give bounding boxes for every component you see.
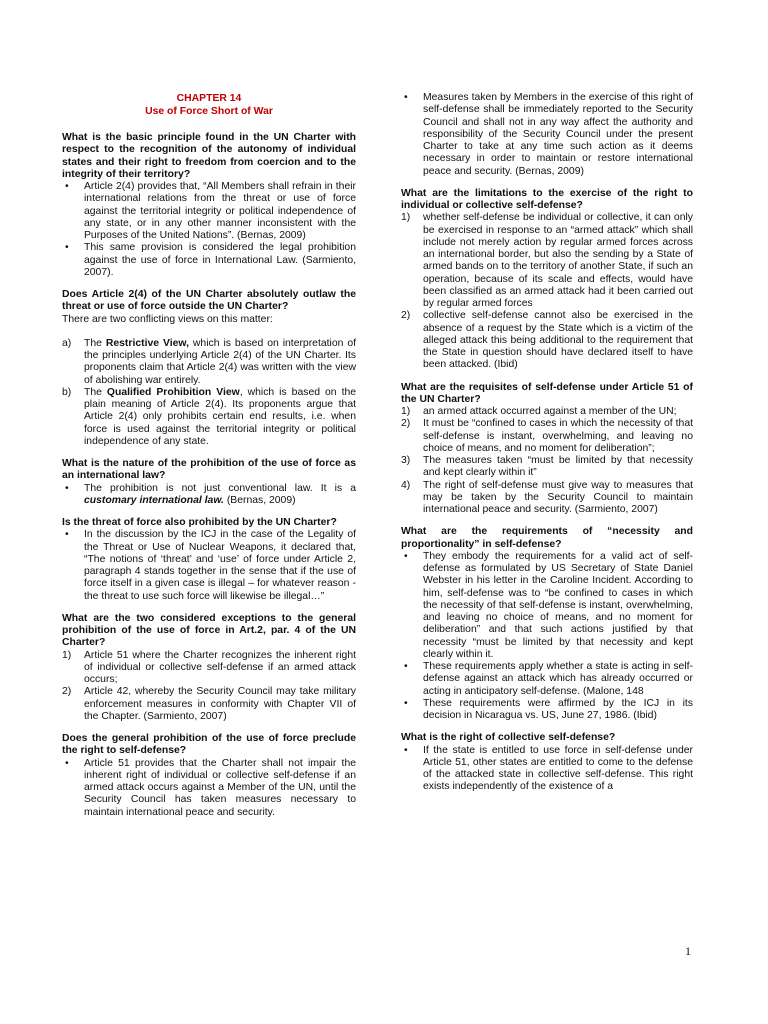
bullet-list: [62, 529, 356, 603]
list-item: [401, 551, 693, 661]
list-item: • The prohibition is not just conventional law. It is a customary international law. (Bernas, 2009): [65, 482, 356, 506]
list-item-text: These requirements were affirmed by the ICJ in its decision in Nicaragua vs. US, June 27, 1986. (Ibid): [423, 697, 693, 721]
numbered-list: [401, 212, 693, 371]
list-marker: a): [62, 337, 72, 349]
list-item-text: Article 51 provides that the Charter shall not impair the inherent right of individual or collective self-defense if an armed attack occurs against a Member of the UN, until the Security Council has taken measures necessary to maintain international peace and security.: [84, 757, 356, 818]
list-item: [401, 310, 693, 371]
list-item-text: Measures taken by Members in the exercise of this right of self-defense shall be immediately reported to the Security Council and shall not in any way affect the authority and responsibility of the Security Council under the present Charter to take at any time such action as it deems necessary in order to maintain or restore international peace and security. (Bernas, 2009): [423, 92, 693, 177]
numbered-list: [401, 406, 693, 516]
list-item-text: collective self-defense cannot also be exercised in the absence of a request by the State which is a victim of the alleged attack this being additional to the requirement that the State in question should have declared itself to have been attacked. (Ibid): [423, 310, 693, 371]
list-item: b) The Qualified Prohibition View, which is based on the plain meaning of Article 2(4). Its proponents argue that Article 2(4) only prohibits certain end results, i.e. when force is used against the territorial integrity or political independence of any state.: [62, 386, 357, 447]
numbered-list: [62, 650, 356, 724]
list-marker: 3): [401, 455, 411, 466]
list-item: [401, 745, 693, 794]
list-item-text: Article 2(4) provides that, “All Members shall refrain in their international relations from the threat or use of force against the territorial integrity or political independence of any state, or in any other manner inconsistent with the Purposes of the United Nations”. (Bernas, 2009): [84, 181, 356, 241]
list-marker: 2): [401, 418, 411, 430]
bullet-icon: •: [404, 661, 408, 672]
list-item-text: If the state is entitled to use force in self-defense under Article 51, other states are entitled to come to the defense of the attacked state in collective self-defense. This right exists independently of the existence of a: [423, 744, 693, 793]
list-item: [401, 480, 693, 517]
term-customary-international-law: customary international law.: [84, 494, 224, 506]
list-marker: 4): [401, 479, 411, 491]
list-item: a) The Restrictive View, which is based on interpretation of the principles underlying Article 2(4) of the UN Charter. Its proponents claim that Article 2(4) was written with the view of abolishing war entirely.: [62, 337, 356, 386]
list-marker: b): [62, 386, 72, 398]
list-item-text: Article 42, whereby the Security Council may take military enforcement measures in conformity with Chapter VII of the Chapter. (Sarmiento, 2007): [84, 686, 356, 722]
list-item: [62, 758, 356, 819]
list-item-text: an armed attack occurred against a member of the UN;: [423, 406, 677, 417]
list-item: [62, 650, 356, 687]
list-item-text: These requirements apply whether a state is acting in self-defense against an attack which has already occurred or acting in anticipatory self-defense. (Malone, 148: [423, 661, 693, 697]
chapter-title: Use of Force Short of War: [145, 106, 273, 117]
question-heading: Is the threat of force also prohibited by the UN Charter?: [62, 517, 337, 528]
list-item-text: It must be “confined to cases in which the necessity of that self-defense is instant, overwhelming, and leaving no choice of means, and no moment for deliberation”;: [423, 418, 693, 454]
bullet-icon: •: [404, 550, 408, 562]
list-item: [401, 698, 693, 723]
list-item-text: This same provision is considered the legal prohibition against the use of force in International Law. (Sarmiento, 2007).: [84, 242, 356, 278]
list-item: [62, 686, 356, 723]
bullet-list: [62, 483, 356, 508]
list-item-text: whether self-defense be individual or collective, it can only be exercised in response to an “armed attack” which shall include not merely action by regular armed forces across an international border, but also the sending by a State of armed bands on to the territory of another State, if such an operation, because of its scale and effects, would have been classified as an armed attack had it been carried out by regular armed forces: [423, 212, 693, 309]
list-marker: 1): [401, 406, 411, 417]
question-heading: What are the requirements of “necessity and proportionality” in self-defense?: [401, 526, 693, 550]
list-item: [62, 529, 356, 603]
list-marker: 1): [62, 649, 72, 661]
question-heading: What are the requisites of self-defense under Article 51 of the UN Charter?: [401, 381, 693, 405]
lettered-list: [62, 338, 356, 448]
bullet-list: [401, 745, 693, 794]
list-item-text: In the discussion by the ICJ in the case of the Legality of the Threat or Use of Nuclear Weapons, it declared that, “The notions of ‘threat’ and ‘use’ of force under Article 2, paragraph 4 stands together in the sense that if the use of force itself in a given case is illegal – for whatever reason - the threat to use such force will likewise be illegal…”: [84, 529, 356, 602]
bullet-icon: •: [65, 757, 69, 769]
question-heading: What is the nature of the prohibition of the use of force as an international law?: [62, 458, 356, 482]
list-marker: 2): [401, 310, 411, 322]
bullet-icon: •: [404, 92, 408, 103]
list-item: [401, 406, 693, 418]
term-restrictive-view: Restrictive View,: [105, 337, 189, 349]
list-item: [401, 212, 693, 310]
list-marker: 1): [401, 212, 411, 224]
bullet-icon: •: [65, 181, 69, 192]
left-column: [62, 92, 356, 819]
list-item-text: The measures taken “must be limited by that necessity and kept clearly within it”: [423, 455, 693, 479]
list-item: [401, 661, 693, 698]
list-item: [62, 181, 356, 242]
question-heading: Does the general prohibition of the use of force preclude the right to self-defense?: [62, 733, 356, 757]
bullet-icon: •: [404, 697, 408, 709]
bullet-icon: •: [65, 482, 69, 494]
bullet-list: [401, 92, 693, 178]
question-heading: What is the right of collective self-defense?: [401, 732, 616, 744]
list-item: [401, 455, 693, 480]
page-number: 1: [685, 944, 691, 958]
list-item: [62, 242, 356, 279]
list-marker: 2): [62, 686, 72, 698]
bullet-list: [401, 551, 693, 723]
list-item-text: They embody the requirements for a valid act of self-defense as formulated by US Secretary of State Daniel Webster in his letter in the Caroline Incident. According to him, self-defense was to “be confined to cases in which the necessity of that self-defense is instant, overwhelming, and leaving no choice of means, and no moment for deliberation” and that such actions justified by that necessity “must be limited by that necessity and kept clearly within it.: [423, 550, 693, 660]
bullet-icon: •: [404, 744, 408, 756]
paragraph: There are two conflicting views on this matter:: [62, 313, 273, 325]
bullet-icon: •: [65, 242, 69, 254]
chapter-number: CHAPTER 14: [176, 93, 242, 104]
right-column: [401, 92, 693, 794]
bullet-icon: •: [65, 529, 69, 541]
list-item-text: The right of self-defense must give way to measures that may be taken by the Security Council to maintain international peace and security. (Sarmiento, 2007): [423, 479, 693, 515]
bullet-list: [62, 181, 356, 279]
bullet-list: [62, 758, 356, 819]
question-heading: What is the basic principle found in the UN Charter with respect to the recognition of the autonomy of individual states and their right to freedom from coercion and to the integrity of their territory?: [62, 132, 356, 180]
question-heading: Does Article 2(4) of the UN Charter absolutely outlaw the threat or use of force outside the UN Charter?: [62, 289, 356, 313]
question-heading: What are the limitations to the exercise of the right to individual or collective self-defense?: [401, 187, 693, 211]
term-qualified-prohibition-view: Qualified Prohibition View: [106, 386, 240, 398]
list-item: [401, 418, 693, 455]
question-heading: What are the two considered exceptions to the general prohibition of the use of force in Art.2, par. 4 of the UN Charter?: [62, 612, 356, 649]
list-item-text: Article 51 where the Charter recognizes the inherent right of individual or collective self-defense if an armed attack occurs;: [84, 649, 356, 685]
list-item: [401, 92, 693, 178]
